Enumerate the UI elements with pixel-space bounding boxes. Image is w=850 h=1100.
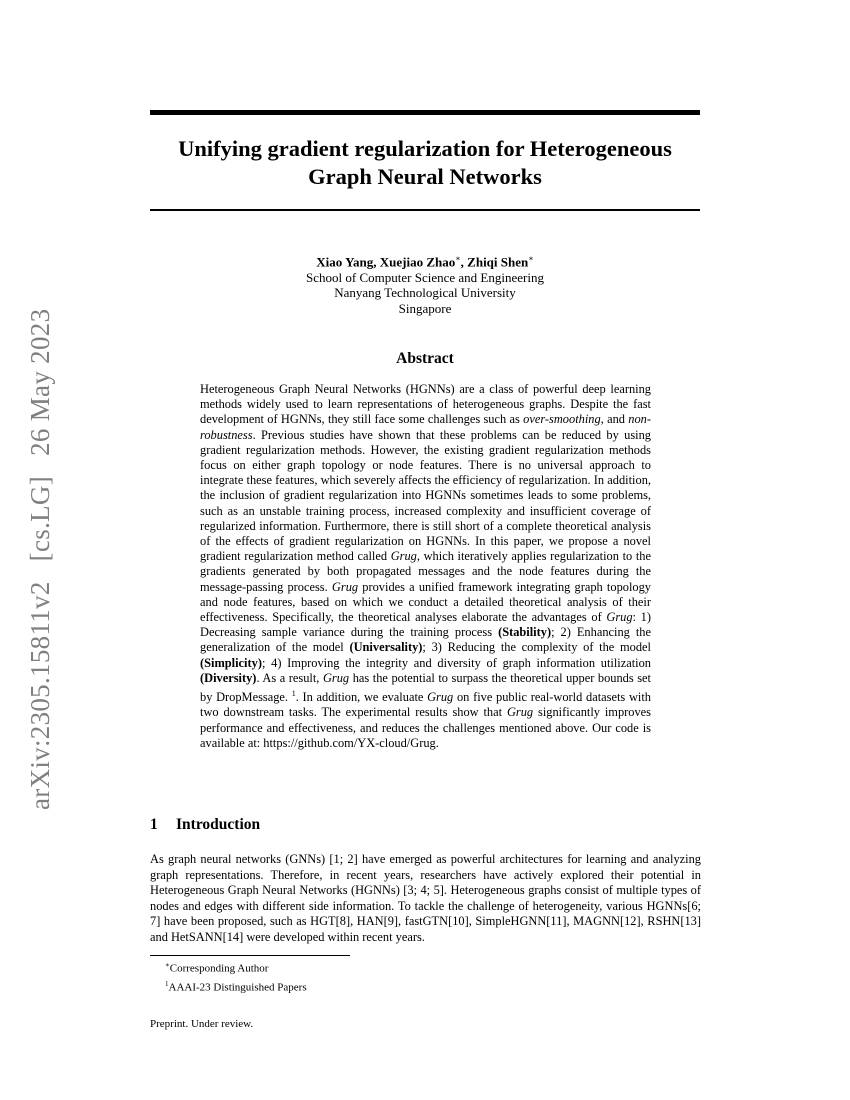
abstract-text: on five public real-world datasets with two downstream tasks. The experimental results show that xyxy=(200,690,651,720)
footnote-1 xyxy=(165,958,700,977)
abstract-text: ; 4) Improving the integrity and diversity of graph information utilization xyxy=(261,655,651,670)
footnote-2 xyxy=(165,977,700,996)
abstract-term-grug: Grug xyxy=(427,690,454,705)
abstract-text: : 1) Decreasing sample variance during the training process xyxy=(200,610,651,640)
abstract-text: . In addition, we evaluate xyxy=(295,690,428,705)
author-2-mark: ∗ xyxy=(455,254,461,263)
abstract-text: ; 3) Reducing the complexity of the model xyxy=(422,640,651,655)
abstract-footnote-mark[interactable]: 1 xyxy=(291,689,296,699)
arxiv-date: 26 May 2023 xyxy=(25,308,55,456)
abstract-term-grug: Grug xyxy=(606,610,633,625)
author-3-mark: ∗ xyxy=(528,254,534,263)
section-number: 1 xyxy=(150,816,158,833)
abstract-term-non-robustness: non-robustness xyxy=(200,412,651,442)
title-line-2: Graph Neural Networks xyxy=(308,164,542,189)
section-title: Introduction xyxy=(176,816,261,833)
arxiv-stamp xyxy=(10,250,70,810)
author-block xyxy=(150,251,700,316)
title-bottom-rule xyxy=(150,209,700,211)
footnotes xyxy=(165,958,700,995)
abstract-term-diversity: (Diversity) xyxy=(200,670,257,685)
affiliation-school: School of Computer Science and Engineering xyxy=(306,269,544,285)
abstract-text: has the potential to surpass the theoretical upper bounds set by DropMessage. xyxy=(200,670,651,705)
author-names: Xiao Yang, Xuejiao Zhao∗, Zhiqi Shen∗ xyxy=(316,254,534,270)
abstract-term-over-smoothing: over-smoothing xyxy=(523,412,601,427)
abstract-term-simplicity: (Simplicity) xyxy=(200,655,262,670)
abstract-text: significantly improves performance and effectiveness, and reduces the challenges mentioned above. Our code is available at: https://github.com/YX-cloud/Grug. xyxy=(200,705,651,750)
author-1: Xiao Yang, xyxy=(316,254,377,270)
affiliation-country: Singapore xyxy=(398,300,452,316)
abstract-text: , and xyxy=(600,412,629,427)
footnote-rule xyxy=(150,955,350,956)
abstract-heading: Abstract xyxy=(396,350,454,367)
abstract-text: , which iteratively applies regularization to the gradients generated by both propagated messages and the node features during the message-passing process. xyxy=(200,549,651,594)
title-line-1: Unifying gradient regularization for Heterogeneous xyxy=(178,136,672,161)
affiliation-university: Nanyang Technological University xyxy=(334,285,516,301)
abstract-term-stability: (Stability) xyxy=(498,625,552,640)
abstract-text: . As a result, xyxy=(256,670,323,685)
introduction-body xyxy=(150,852,701,946)
footnote-2-text: AAAI-23 Distinguished Papers xyxy=(168,981,307,994)
title-top-rule xyxy=(150,110,700,115)
abstract-text: ; 2) Enhancing the generalization of the model xyxy=(200,625,652,655)
introduction-paragraph: As graph neural networks (GNNs) [1; 2] have emerged as powerful architectures for learning and analyzing graph representations. Therefore, in recent years, researchers have actively explored their potential in Heterogeneous Graph Neural Networks (HGNNs) [3; 4; 5]. Heterogeneous graphs consist of multiple types of nodes and edges with different side information. To tackle the challenge of heterogeneity, various HGNNs[6; 7] have been proposed, such as HGT[8], HAN[9], fastGTN[10], SimpleHGNN[11], MAGNN[12], RSHN[13] and HetSANN[14] were developed within recent years. xyxy=(150,852,701,944)
arxiv-category: [cs.LG] xyxy=(25,475,55,562)
footnote-1-text: Corresponding Author xyxy=(169,962,269,975)
author-2: Xuejiao Zhao xyxy=(379,254,456,270)
arxiv-id: arXiv:2305.15811v2 xyxy=(25,581,55,810)
preprint-notice: Preprint. Under review. xyxy=(150,1018,254,1030)
abstract-body xyxy=(200,382,651,751)
abstract-text: . Previous studies have shown that these problems can be reduced by using gradient regularization methods. However, the existing gradient regularization methods focus on either graph topology or node features. There is no universal approach to integrate these features, which severely affects the efficiency of regularization. In addition, the inclusion of gradient regularization into HGNNs sometimes leads to some problems, such as an unstable training process, increased complexity and insufficient coverage of regularized information. Furthermore, there is still short of a complete theoretical analysis of the effects of gradient regularization on HGNNs. In this paper, we propose a novel gradient regularization method called xyxy=(200,427,651,564)
abstract-paragraph xyxy=(200,382,651,751)
abstract-term-universality: (Universality) xyxy=(349,640,423,655)
footnote-1-mark: ∗ xyxy=(165,961,170,969)
section-heading xyxy=(150,816,260,834)
paper-title xyxy=(150,135,700,191)
abstract-term-grug: Grug xyxy=(322,670,350,685)
abstract-text: provides a unified framework integrating graph topology and node features, based on which we conduct a detailed theoretical analysis of their effectiveness. Specifically, the theoretical analyses elaborate the advantages of xyxy=(200,579,651,625)
author-3: Zhiqi Shen xyxy=(467,254,529,270)
abstract-term-grug: Grug xyxy=(506,705,534,720)
abstract-term-grug: Grug xyxy=(390,549,417,564)
abstract-text: Heterogeneous Graph Neural Networks (HGNNs) are a class of powerful deep learning methods widely used to learn representations of heterogeneous graphs. Despite the fast development of HGNNs, they still face some challenges such as xyxy=(200,382,651,427)
footnote-2-mark: 1 xyxy=(165,979,169,988)
abstract-term-grug: Grug xyxy=(331,579,359,594)
